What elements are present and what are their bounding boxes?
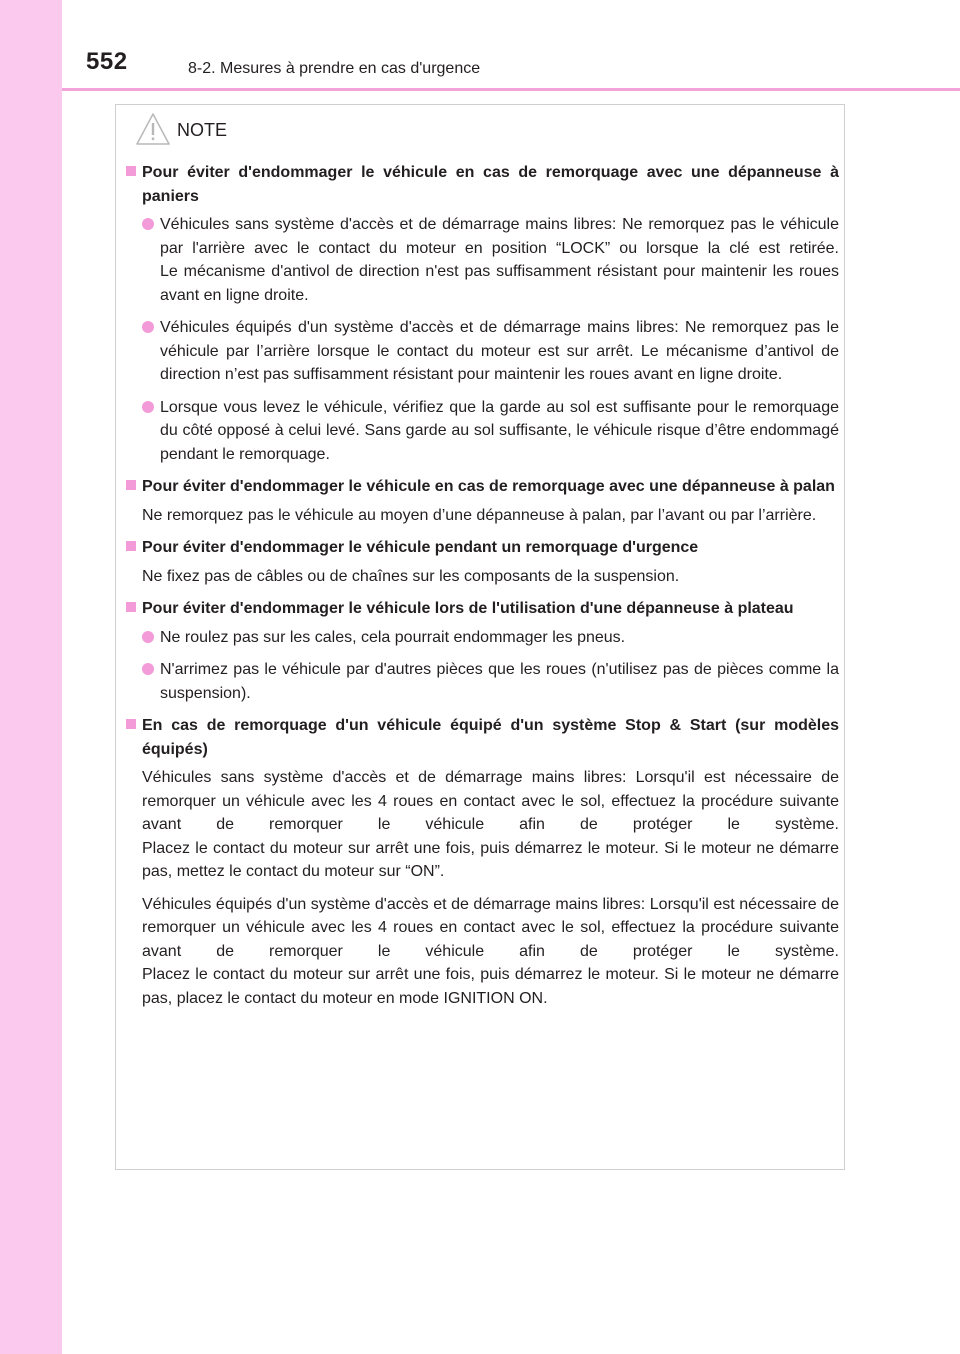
note-header: [135, 111, 227, 147]
note-label: NOTE: [177, 119, 228, 140]
text-line: Ne remorquez pas le véhicule au moyen d’une dépanneuse à palan, par l’avant ou par l’arrière.: [142, 506, 817, 524]
paragraph: [142, 766, 839, 884]
list-item: [142, 213, 839, 307]
note-section: [125, 597, 839, 705]
square-bullet-icon: [126, 719, 136, 729]
square-bullet-icon: [126, 166, 136, 176]
paragraph: [142, 893, 839, 1011]
section-heading: Pour éviter d'endommager le véhicule en cas de remorquage avec une dépanneuse à paniers: [142, 164, 839, 205]
text-line: Véhicules sans système d'accès et de démarrage mains libres: Lorsqu'il est nécessaire de remorquer un véhicule avec les 4 roues en contact avec le sol, effectuez la procédure suivante avant de remorquer le véhicule afin de protéger le système.: [142, 769, 839, 833]
list-item: [142, 396, 839, 467]
list-item-text: [160, 396, 839, 467]
text-line: Placez le contact du moteur sur arrêt une fois, puis démarrez le moteur. Si le moteur ne démarre pas, mettez le contact du moteur sur “ON”.: [142, 839, 839, 880]
square-bullet-icon: [126, 480, 136, 490]
section-heading: En cas de remorquage d'un véhicule équipé d'un système Stop & Start (sur modèles équipés): [142, 717, 839, 758]
note-section: [125, 536, 839, 588]
round-bullet-icon: [142, 631, 154, 643]
note-section: [125, 161, 839, 466]
text-line: N'arrimez pas le véhicule par d'autres pièces que les roues (n'utilisez pas de pièces comme la suspension).: [160, 661, 839, 702]
text-line: Lorsque vous levez le véhicule, vérifiez que la garde au sol est suffisante pour le remorquage du côté opposé à celui levé. Sans garde au sol suffisante, le véhicule risque d’être endommagé pendant le remorquage.: [160, 398, 839, 463]
round-bullet-icon: [142, 218, 154, 230]
paragraph: [142, 504, 839, 528]
list-item-text: [160, 626, 839, 650]
text-line: Le mécanisme d'antivol de direction n'est pas suffisamment résistant pour maintenir les roues avant en ligne droite.: [160, 263, 839, 304]
note-content: [125, 161, 839, 1019]
square-bullet-icon: [126, 541, 136, 551]
section-heading: Pour éviter d'endommager le véhicule pendant un remorquage d'urgence: [142, 539, 699, 556]
text-line: Ne roulez pas sur les cales, cela pourrait endommager les pneus.: [160, 628, 626, 646]
section-heading: Pour éviter d'endommager le véhicule en cas de remorquage avec une dépanneuse à palan: [142, 478, 835, 495]
warning-triangle-icon: [135, 112, 171, 146]
paragraph: [142, 565, 839, 589]
text-line: Véhicules sans système d'accès et de démarrage mains libres: Ne remorquez pas le véhicule par l'arrière avec le contact du moteur en position “LOCK” ou lorsque la clé est retirée.: [160, 216, 839, 257]
list-item: [142, 658, 839, 705]
square-bullet-icon: [126, 602, 136, 612]
text-line: Ne fixez pas de câbles ou de chaînes sur les composants de la suspension.: [142, 567, 680, 585]
header-rule: [62, 88, 960, 91]
note-section: [125, 475, 839, 527]
section-title: 8-2. Mesures à prendre en cas d'urgence: [188, 60, 481, 77]
text-line: Placez le contact du moteur sur arrêt une fois, puis démarrez le moteur. Si le moteur ne démarre pas, placez le contact du moteur en mode IGNITION ON.: [142, 966, 839, 1007]
list-item-text: [160, 658, 839, 705]
list-item-text: [160, 316, 839, 387]
round-bullet-icon: [142, 321, 154, 333]
list-item: [142, 626, 839, 650]
round-bullet-icon: [142, 663, 154, 675]
side-band: [0, 0, 62, 1354]
text-line: Véhicules équipés d'un système d'accès et de démarrage mains libres: Lorsqu'il est nécessaire de remorquer un véhicule avec les 4 roues en contact avec le sol, effectuez la procédure suivante avant de remorquer le véhicule afin de protéger le système.: [142, 895, 839, 960]
page-number: 552: [86, 48, 128, 75]
section-heading: Pour éviter d'endommager le véhicule lors de l'utilisation d'une dépanneuse à plateau: [142, 600, 794, 617]
list-item: [142, 316, 839, 387]
list-item-text: [160, 213, 839, 307]
round-bullet-icon: [142, 401, 154, 413]
text-line: Véhicules équipés d'un système d'accès et de démarrage mains libres: Ne remorquez pas le véhicule par l’arrière lorsque le contact du moteur est sur arrêt. Le mécanisme d’antivol de direction n’est pas suffisamment résistant pour maintenir les roues avant en ligne droite.: [160, 319, 839, 383]
note-section: [125, 714, 839, 1010]
